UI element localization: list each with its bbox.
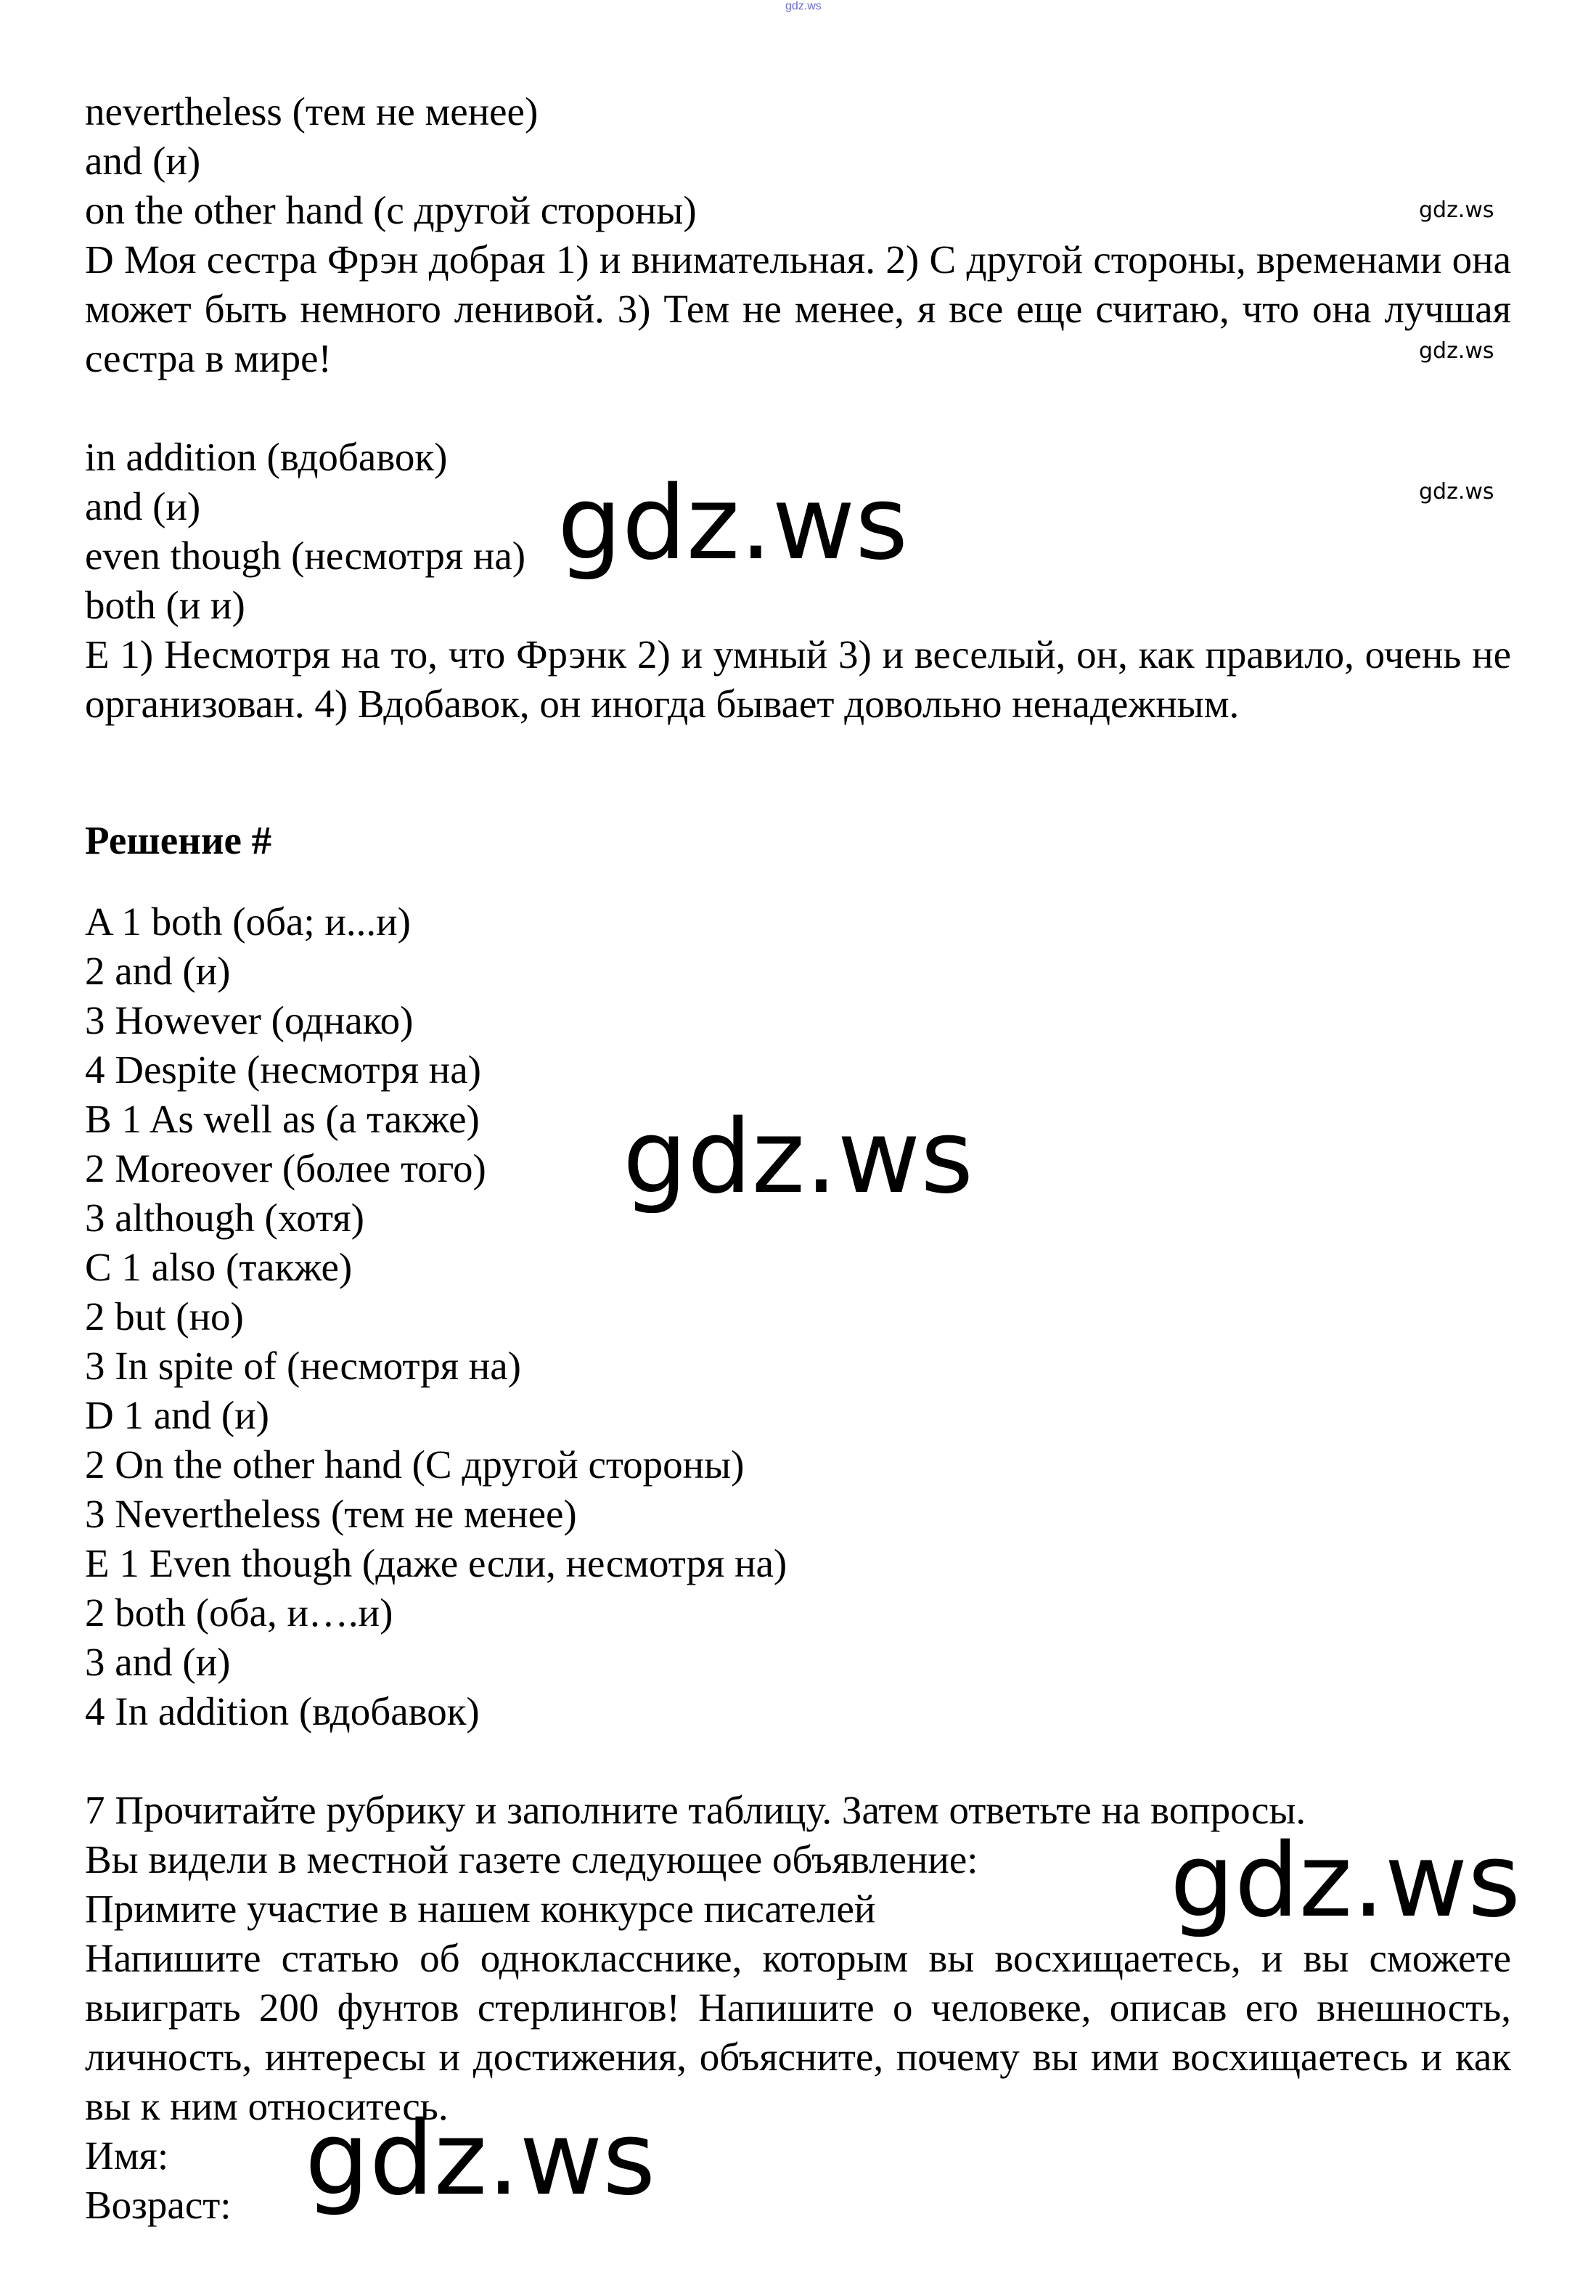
answer-line: 3 although (хотя) <box>85 1196 364 1240</box>
section-d-paragraph: D Моя сестра Фрэн добрая 1) и внимательная. 2) С другой стороны, временами она может быть немного ленивой. 3) Тем не менее, я все еще считаю, что она лучшая сестра в мире! <box>85 237 1511 380</box>
section-d <box>85 87 1511 383</box>
watermark-large: gdz.ws <box>557 465 909 583</box>
answer-line: 2 both (оба, и….и) <box>85 1590 393 1635</box>
watermark-small: gdz.ws <box>1419 479 1494 504</box>
connector-line: even though (несмотря на) <box>85 534 526 578</box>
field-name-label: Имя: <box>85 2133 169 2178</box>
task-7-line: Примите участие в нашем конкурсе писателей <box>85 1887 876 1931</box>
watermark-small: gdz.ws <box>1419 338 1494 364</box>
answer-line: 3 In spite of (несмотря на) <box>85 1344 521 1388</box>
connector-line: in addition (вдобавок) <box>85 435 448 479</box>
field-age-label: Возраст: <box>85 2183 232 2227</box>
watermark-large: gdz.ws <box>1170 1822 1521 1940</box>
answer-line: 2 Moreover (более того) <box>85 1146 486 1190</box>
connector-line: both (и и) <box>85 583 245 627</box>
answer-line: 3 and (и) <box>85 1640 231 1684</box>
header-watermark: gdz.ws <box>785 0 822 12</box>
connector-line: on the other hand (с другой стороны) <box>85 188 697 232</box>
answer-line: 2 but (но) <box>85 1294 244 1339</box>
answer-line: 2 On the other hand (С другой стороны) <box>85 1442 745 1487</box>
connector-line: nevertheless (тем не менее) <box>85 89 539 134</box>
task-7-paragraph: Напишите статью об однокласснике, которым вы восхищаетесь, и вы сможете выиграть 200 фунтов стерлингов! Напишите о человеке, описав его внешность, личность, интересы и достижения, объясните, почему вы ими восхищаетесь и как вы к ним относитесь. <box>85 1936 1511 2128</box>
answer-line: 4 In addition (вдобавок) <box>85 1689 480 1733</box>
watermark-large: gdz.ws <box>305 2100 656 2218</box>
answer-line: A 1 both (оба; и...и) <box>85 899 411 944</box>
answer-line: 3 However (однако) <box>85 998 414 1042</box>
watermark-large: gdz.ws <box>623 1098 974 1217</box>
connector-line: and (и) <box>85 139 201 183</box>
answer-line: D 1 and (и) <box>85 1393 269 1437</box>
task-7-title: 7 Прочитайте рубрику и заполните таблицу. Затем ответьте на вопросы. <box>85 1788 1306 1832</box>
section-e-paragraph: E 1) Несмотря на то, что Фрэнк 2) и умный 3) и веселый, он, как правило, очень не организован. 4) Вдобавок, он иногда бывает довольно ненадежным. <box>85 632 1511 726</box>
answer-line: 4 Despite (несмотря на) <box>85 1047 481 1092</box>
watermark-small: gdz.ws <box>1419 197 1494 223</box>
answer-line: 3 Nevertheless (тем не менее) <box>85 1492 577 1536</box>
task-7-line: Вы видели в местной газете следующее объявление: <box>85 1837 978 1882</box>
answer-line: B 1 As well as (а также) <box>85 1097 480 1141</box>
solution-heading: Решение # <box>85 818 272 862</box>
answer-line: 2 and (и) <box>85 949 231 993</box>
solution-section <box>85 816 1511 1736</box>
answer-line: E 1 Even though (даже если, несмотря на) <box>85 1541 787 1585</box>
answer-line: C 1 also (также) <box>85 1245 353 1289</box>
connector-line: and (и) <box>85 484 201 528</box>
